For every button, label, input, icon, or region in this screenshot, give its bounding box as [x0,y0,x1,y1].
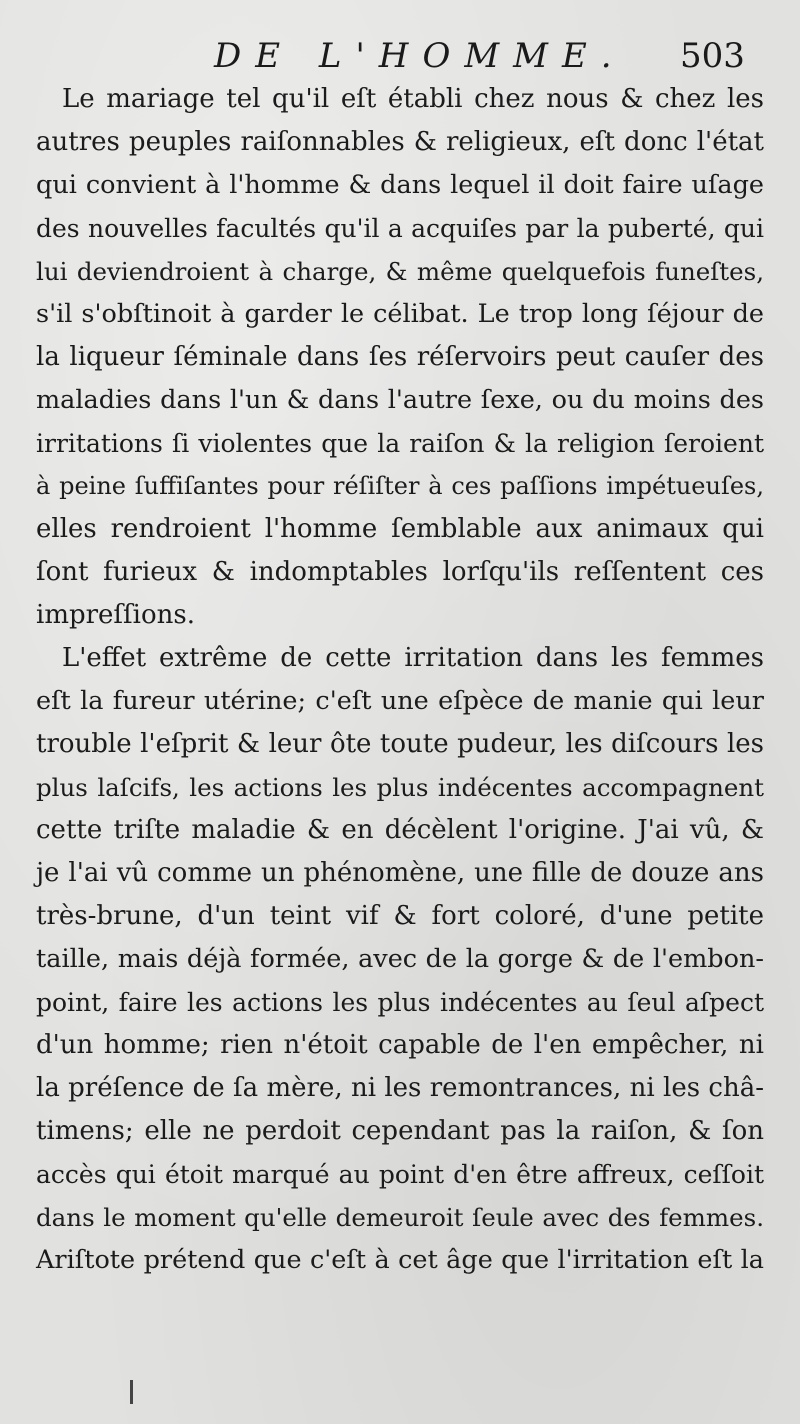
paragraph-2 [36,637,764,1282]
text-line: je l'ai vû comme un phénomène, une fille de douze ans [36,858,764,888]
text-line: lui deviendroient à charge, & même quelquefois funeſtes, [36,257,764,286]
ink-mark [130,1380,133,1404]
text-line: s'il s'obſtinoit à garder le célibat. Le trop long ſéjour de [36,299,764,329]
text-line: la liqueur ſéminale dans ſes réſervoirs peut cauſer des [36,342,764,372]
page-number: 503 [680,36,745,76]
text-line: des nouvelles facultés qu'il a acquiſes par la puberté, qui [36,214,764,243]
text-line: plus laſcifs, les actions les plus indécentes accompagnent [36,773,764,802]
text-line: irritations ſi violentes que la raiſon & la religion ſeroient [36,429,764,458]
text-line: eſt la fureur utérine; c'eſt une eſpèce de manie qui leur [36,686,764,716]
running-head: DE L'HOMME. [214,36,626,76]
text-line: taille, mais déjà formée, avec de la gorge & de l'embon- [36,944,764,974]
text-line: à peine ſuffiſantes pour réſiſter à ces paſſions impétueuſes, [36,472,764,500]
text-line: cette triſte maladie & en décèlent l'origine. J'ai vû, & [36,815,764,845]
text-line: trouble l'eſprit & leur ôte toute pudeur, les diſcours les [36,729,764,759]
text-line: impreſſions. [36,600,195,630]
text-line: point, faire les actions les plus indécentes au ſeul aſpect [36,988,764,1017]
text-line: ſont furieux & indomptables lorſqu'ils reſſentent ces [36,557,764,587]
text-line: L'effet extrême de cette irritation dans les femmes [62,643,764,673]
text-line: maladies dans l'un & dans l'autre ſexe, ou du moins des [36,385,764,415]
paragraph-1 [36,78,764,637]
text-line: autres peuples raiſonnables & religieux, eſt donc l'état [36,127,764,157]
text-line: elles rendroient l'homme ſemblable aux animaux qui [36,514,764,544]
body-text [36,78,764,1282]
text-line: Le mariage tel qu'il eſt établi chez nous & chez les [62,84,764,114]
text-line: d'un homme; rien n'étoit capable de l'en empêcher, ni [36,1030,764,1060]
text-line: très-brune, d'un teint vif & fort coloré, d'une petite [36,901,764,931]
text-line: Ariſtote prétend que c'eſt à cet âge que l'irritation eſt la [36,1245,764,1275]
text-line: la préſence de ſa mère, ni les remontrances, ni les châ- [36,1073,764,1103]
text-line: dans le moment qu'elle demeuroit ſeule avec des femmes. [36,1203,764,1232]
text-line: timens; elle ne perdoit cependant pas la raiſon, & ſon [36,1116,764,1146]
text-line: accès qui étoit marqué au point d'en être affreux, ceſſoit [36,1160,764,1189]
text-line: qui convient à l'homme & dans lequel il doit faire uſage [36,170,764,200]
